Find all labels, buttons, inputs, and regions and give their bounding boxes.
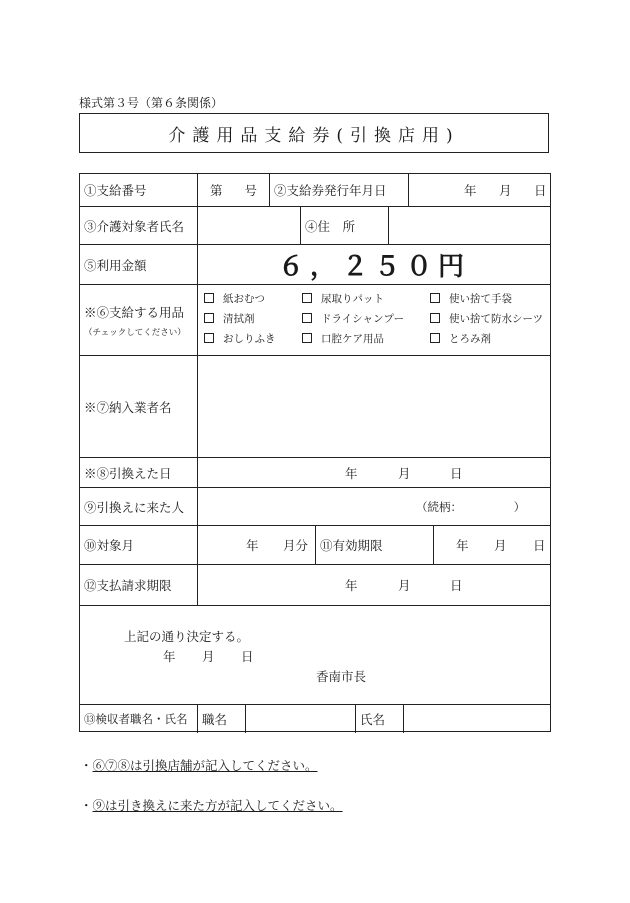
checkbox-icon[interactable] <box>204 313 214 323</box>
label-address: ④住 所 <box>301 207 389 244</box>
checkbox-icon[interactable] <box>302 293 312 303</box>
checkbox-icon[interactable] <box>430 293 440 303</box>
row-supplier <box>80 355 550 457</box>
note-store: ・⑥⑦⑧は引換店舗が記入してください。 <box>80 758 318 773</box>
supply-checkbox-item[interactable] <box>430 311 543 326</box>
checkbox-icon[interactable] <box>302 333 312 343</box>
issue-date-field[interactable] <box>409 174 550 206</box>
supply-label: 尿取りパット <box>321 293 384 305</box>
supply-label: 清拭剤 <box>223 313 255 325</box>
deadline-day: 日 <box>450 578 463 593</box>
label-valid-until: ⑪有効期限 <box>316 526 434 564</box>
note-visitor-text: ⑨は引き換えに来た方が記入してください。 <box>92 798 343 813</box>
recipient-person-field[interactable] <box>198 488 550 525</box>
row-exchange-date <box>80 457 550 487</box>
issue-month: 月 <box>499 183 512 198</box>
row-decision <box>80 605 550 704</box>
supply-checkbox-item[interactable] <box>204 311 255 326</box>
supply-number-field[interactable] <box>198 174 270 206</box>
decision-day: 日 <box>241 649 254 664</box>
row-recipient-person <box>80 487 550 525</box>
row-payment-deadline <box>80 564 550 605</box>
row-supplies <box>80 284 550 355</box>
valid-year: 年 <box>456 538 469 553</box>
label-supplies: ※⑥支給する用品 <box>84 304 185 320</box>
label-inspector: ⑬検収者職名・氏名 <box>80 705 198 733</box>
valid-until-field[interactable] <box>434 526 550 564</box>
mayor-title: 香南市長 <box>316 669 367 684</box>
checkbox-icon[interactable] <box>430 333 440 343</box>
supply-checkbox-item[interactable] <box>430 291 512 306</box>
supply-label: 使い捨て防水シーツ <box>449 313 544 325</box>
decision-year: 年 <box>163 649 176 664</box>
label-supplier: ※⑦納入業者名 <box>80 356 198 457</box>
supply-checkbox-item[interactable] <box>302 311 404 326</box>
row-amount <box>80 244 550 284</box>
exchange-year: 年 <box>345 465 358 481</box>
exchange-month: 月 <box>398 465 411 481</box>
row-care-recipient <box>80 206 550 244</box>
label-care-recipient: ③介護対象者氏名 <box>80 207 198 244</box>
row-supply-number <box>80 174 550 206</box>
label-issue-date: ②支給券発行年月日 <box>270 174 409 206</box>
label-recipient-person: ⑨引換えに来た人 <box>80 488 198 525</box>
position-field[interactable] <box>246 705 356 733</box>
label-name: 氏名 <box>356 705 404 733</box>
supply-checkbox-item[interactable] <box>204 331 276 346</box>
supply-checkbox-item[interactable] <box>204 291 265 306</box>
target-month-field[interactable] <box>198 526 316 564</box>
address-field[interactable] <box>389 207 550 244</box>
deadline-year: 年 <box>345 578 358 593</box>
issue-day: 日 <box>534 183 547 198</box>
supply-label: 紙おむつ <box>223 293 265 305</box>
checkbox-icon[interactable] <box>204 293 214 303</box>
label-payment-deadline: ⑫支払請求期限 <box>80 565 198 605</box>
row-target-month <box>80 525 550 564</box>
exchange-date-field[interactable] <box>198 458 550 487</box>
valid-month: 月 <box>494 538 507 553</box>
checkbox-icon[interactable] <box>302 313 312 323</box>
relation-label: （続柄： ） <box>416 499 526 514</box>
supply-checkbox-item[interactable] <box>430 331 491 346</box>
issue-year: 年 <box>464 183 477 198</box>
label-position: 職名 <box>198 705 246 733</box>
target-year: 年 <box>246 538 259 553</box>
supply-label: 使い捨て手袋 <box>449 293 512 305</box>
note-store-text: ⑥⑦⑧は引換店舗が記入してください。 <box>92 758 318 773</box>
label-supplies-note: （チェックしてください） <box>84 327 186 338</box>
form-number-label: 様式第３号（第６条関係） <box>79 96 224 110</box>
number-suffix: 号 <box>244 183 257 198</box>
row-inspector <box>80 704 550 733</box>
voucher-form <box>79 173 551 732</box>
supply-label: とろみ剤 <box>449 333 491 345</box>
supplier-name-field[interactable] <box>198 356 550 457</box>
care-recipient-name-field[interactable] <box>198 207 301 244</box>
deadline-month: 月 <box>398 578 411 593</box>
label-exchange-date: ※⑧引換えた日 <box>80 458 198 487</box>
supply-label: 口腔ケア用品 <box>321 333 384 345</box>
amount-value: ６，２５０円 <box>277 252 470 282</box>
exchange-day: 日 <box>450 465 463 481</box>
label-target-month: ⑩対象月 <box>80 526 198 564</box>
label-amount: ⑤利用金額 <box>80 245 198 284</box>
supply-label: ドライシャンプー <box>321 313 405 325</box>
supplies-label-cell <box>80 285 198 355</box>
label-supply-number: ①支給番号 <box>80 174 198 206</box>
page-title: 介護用品支給券(引換店用) <box>79 113 549 153</box>
name-field[interactable] <box>404 705 550 733</box>
target-month-suffix: 月分 <box>283 538 309 553</box>
decision-month: 月 <box>202 649 215 664</box>
supply-label: おしりふき <box>223 333 276 345</box>
decision-text: 上記の通り決定する。 <box>124 629 250 644</box>
checkbox-icon[interactable] <box>204 333 214 343</box>
number-prefix: 第 <box>210 183 223 198</box>
checkbox-icon[interactable] <box>430 313 440 323</box>
payment-deadline-field[interactable] <box>198 565 550 605</box>
note-visitor: ・⑨は引き換えに来た方が記入してください。 <box>80 798 343 813</box>
supply-checkbox-item[interactable] <box>302 331 384 346</box>
valid-day: 日 <box>533 538 546 553</box>
supply-checkbox-item[interactable] <box>302 291 384 306</box>
